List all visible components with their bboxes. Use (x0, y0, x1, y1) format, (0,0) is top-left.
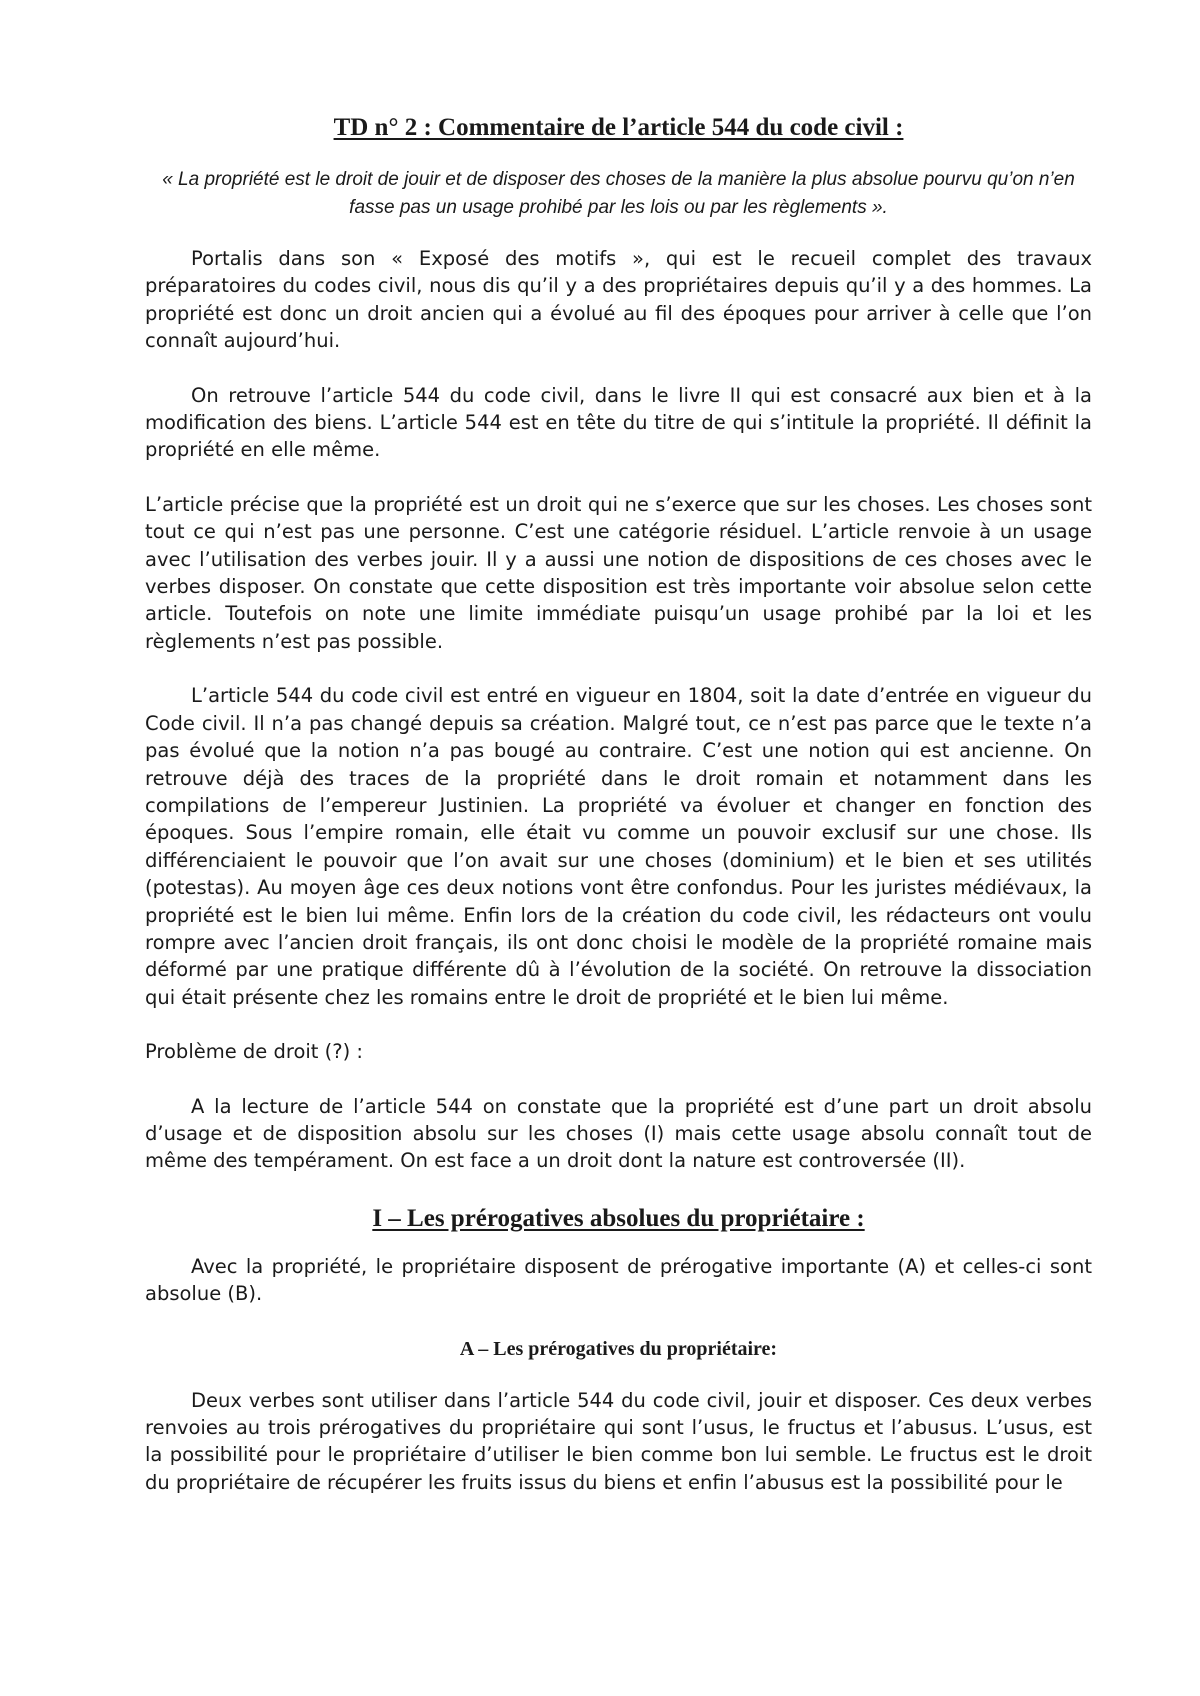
paragraph-portalis: Portalis dans son « Exposé des motifs », qui est le recueil complet des travaux préparatoires du codes civil, nous dis qu’il y a des propriétaires depuis qu’il y a des hommes. La propriété est donc un droit ancien qui a évolué au fil des époques pour arriver à celle que l’on connaît aujourd’hui. (145, 247, 1092, 353)
document-page (145, 113, 1092, 1523)
document-title: TD n° 2 : Commentaire de l’article 544 du code civil : (333, 114, 904, 141)
paragraph-plan: A la lecture de l’article 544 on constate que la propriété est d’une part un droit absolu d’usage et de disposition absolu sur les choses (I) mais cette usage absolu connaît tout de même des tempérament. On est face a un droit dont la nature est controversée (II). (145, 1094, 1092, 1173)
problem-label: Problème de droit (?) : (145, 1040, 363, 1064)
paragraph-article-content: L’article précise que la propriété est un droit qui ne s’exerce que sur les choses. Les choses sont tout ce qui n’est pas une personne. C’est une catégorie résiduel. L’article renvoie à un usage avec l’utilisation des verbes jouir. Il y a aussi une notion de dispositions de ces choses avec le verbes disposer. On constate que cette disposition est très importante voir absolue selon cette article. Toutefois on note une limite immédiate puisqu’un usage prohibé par la loi et les règlements n’est pas possible. (145, 492, 1092, 653)
section-title: I – Les prérogatives absolues du propriétaire : (372, 1204, 865, 1232)
article-quote: « La propriété est le droit de jouir et de disposer des choses de la manière la plus absolue pourvu qu’on n’en fasse pas un usage prohibé par les lois ou par les règlements ». (162, 169, 1075, 218)
paragraph-article-location: On retrouve l’article 544 du code civil, dans le livre II qui est consacré aux bien et à la modification des biens. L’article 544 est en tête du titre de qui s’intitule la propriété. Il définit la propriété en elle même. (145, 383, 1092, 462)
subsection-title: A – Les prérogatives du propriétaire: (459, 1337, 778, 1360)
subsection-paragraph: Deux verbes sont utiliser dans l’article 544 du code civil, jouir et disposer. Ces deux verbes renvoies au trois prérogatives du propriétaire qui sont l’usus, le fructus et l’abusus. L’usus, est la possibilité pour le propriétaire d’utiliser le bien comme bon lui semble. Le fructus est le droit du propriétaire de récupérer les fruits issus du biens et enfin l’abusus est la possibilité pour le (145, 1388, 1092, 1494)
section-intro: Avec la propriété, le propriétaire disposent de prérogative importante (A) et celles-ci sont absolue (B). (145, 1254, 1092, 1306)
paragraph-history: L’article 544 du code civil est entré en vigueur en 1804, soit la date d’entrée en vigueur du Code civil. Il n’a pas changé depuis sa création. Malgré tout, ce n’est pas parce que le texte n’a pas évolué que la notion n’a pas bougé au contraire. C’est une notion qui est ancienne. On retrouve déjà des traces de la propriété dans le droit romain et notamment dans les compilations de l’empereur Justinien. La propriété va évoluer et changer en fonction des époques. Sous l’empire romain, elle était vu comme un pouvoir exclusif sur une chose. Ils différenciaient le pouvoir que l’on avait sur une choses (dominium) et le bien et ses utilités (potestas). Au moyen âge ces deux notions vont être confondus. Pour les juristes médiévaux, la propriété est le bien lui même. Enfin lors de la création du code civil, les rédacteurs ont voulu rompre avec l’ancien droit français, ils ont donc choisi le modèle de la propriété romaine mais déformé par une pratique différente dû à l’évolution de la société. On retrouve la dissociation qui était présente chez les romains entre le droit de propriété et le bien lui même. (145, 684, 1092, 1009)
